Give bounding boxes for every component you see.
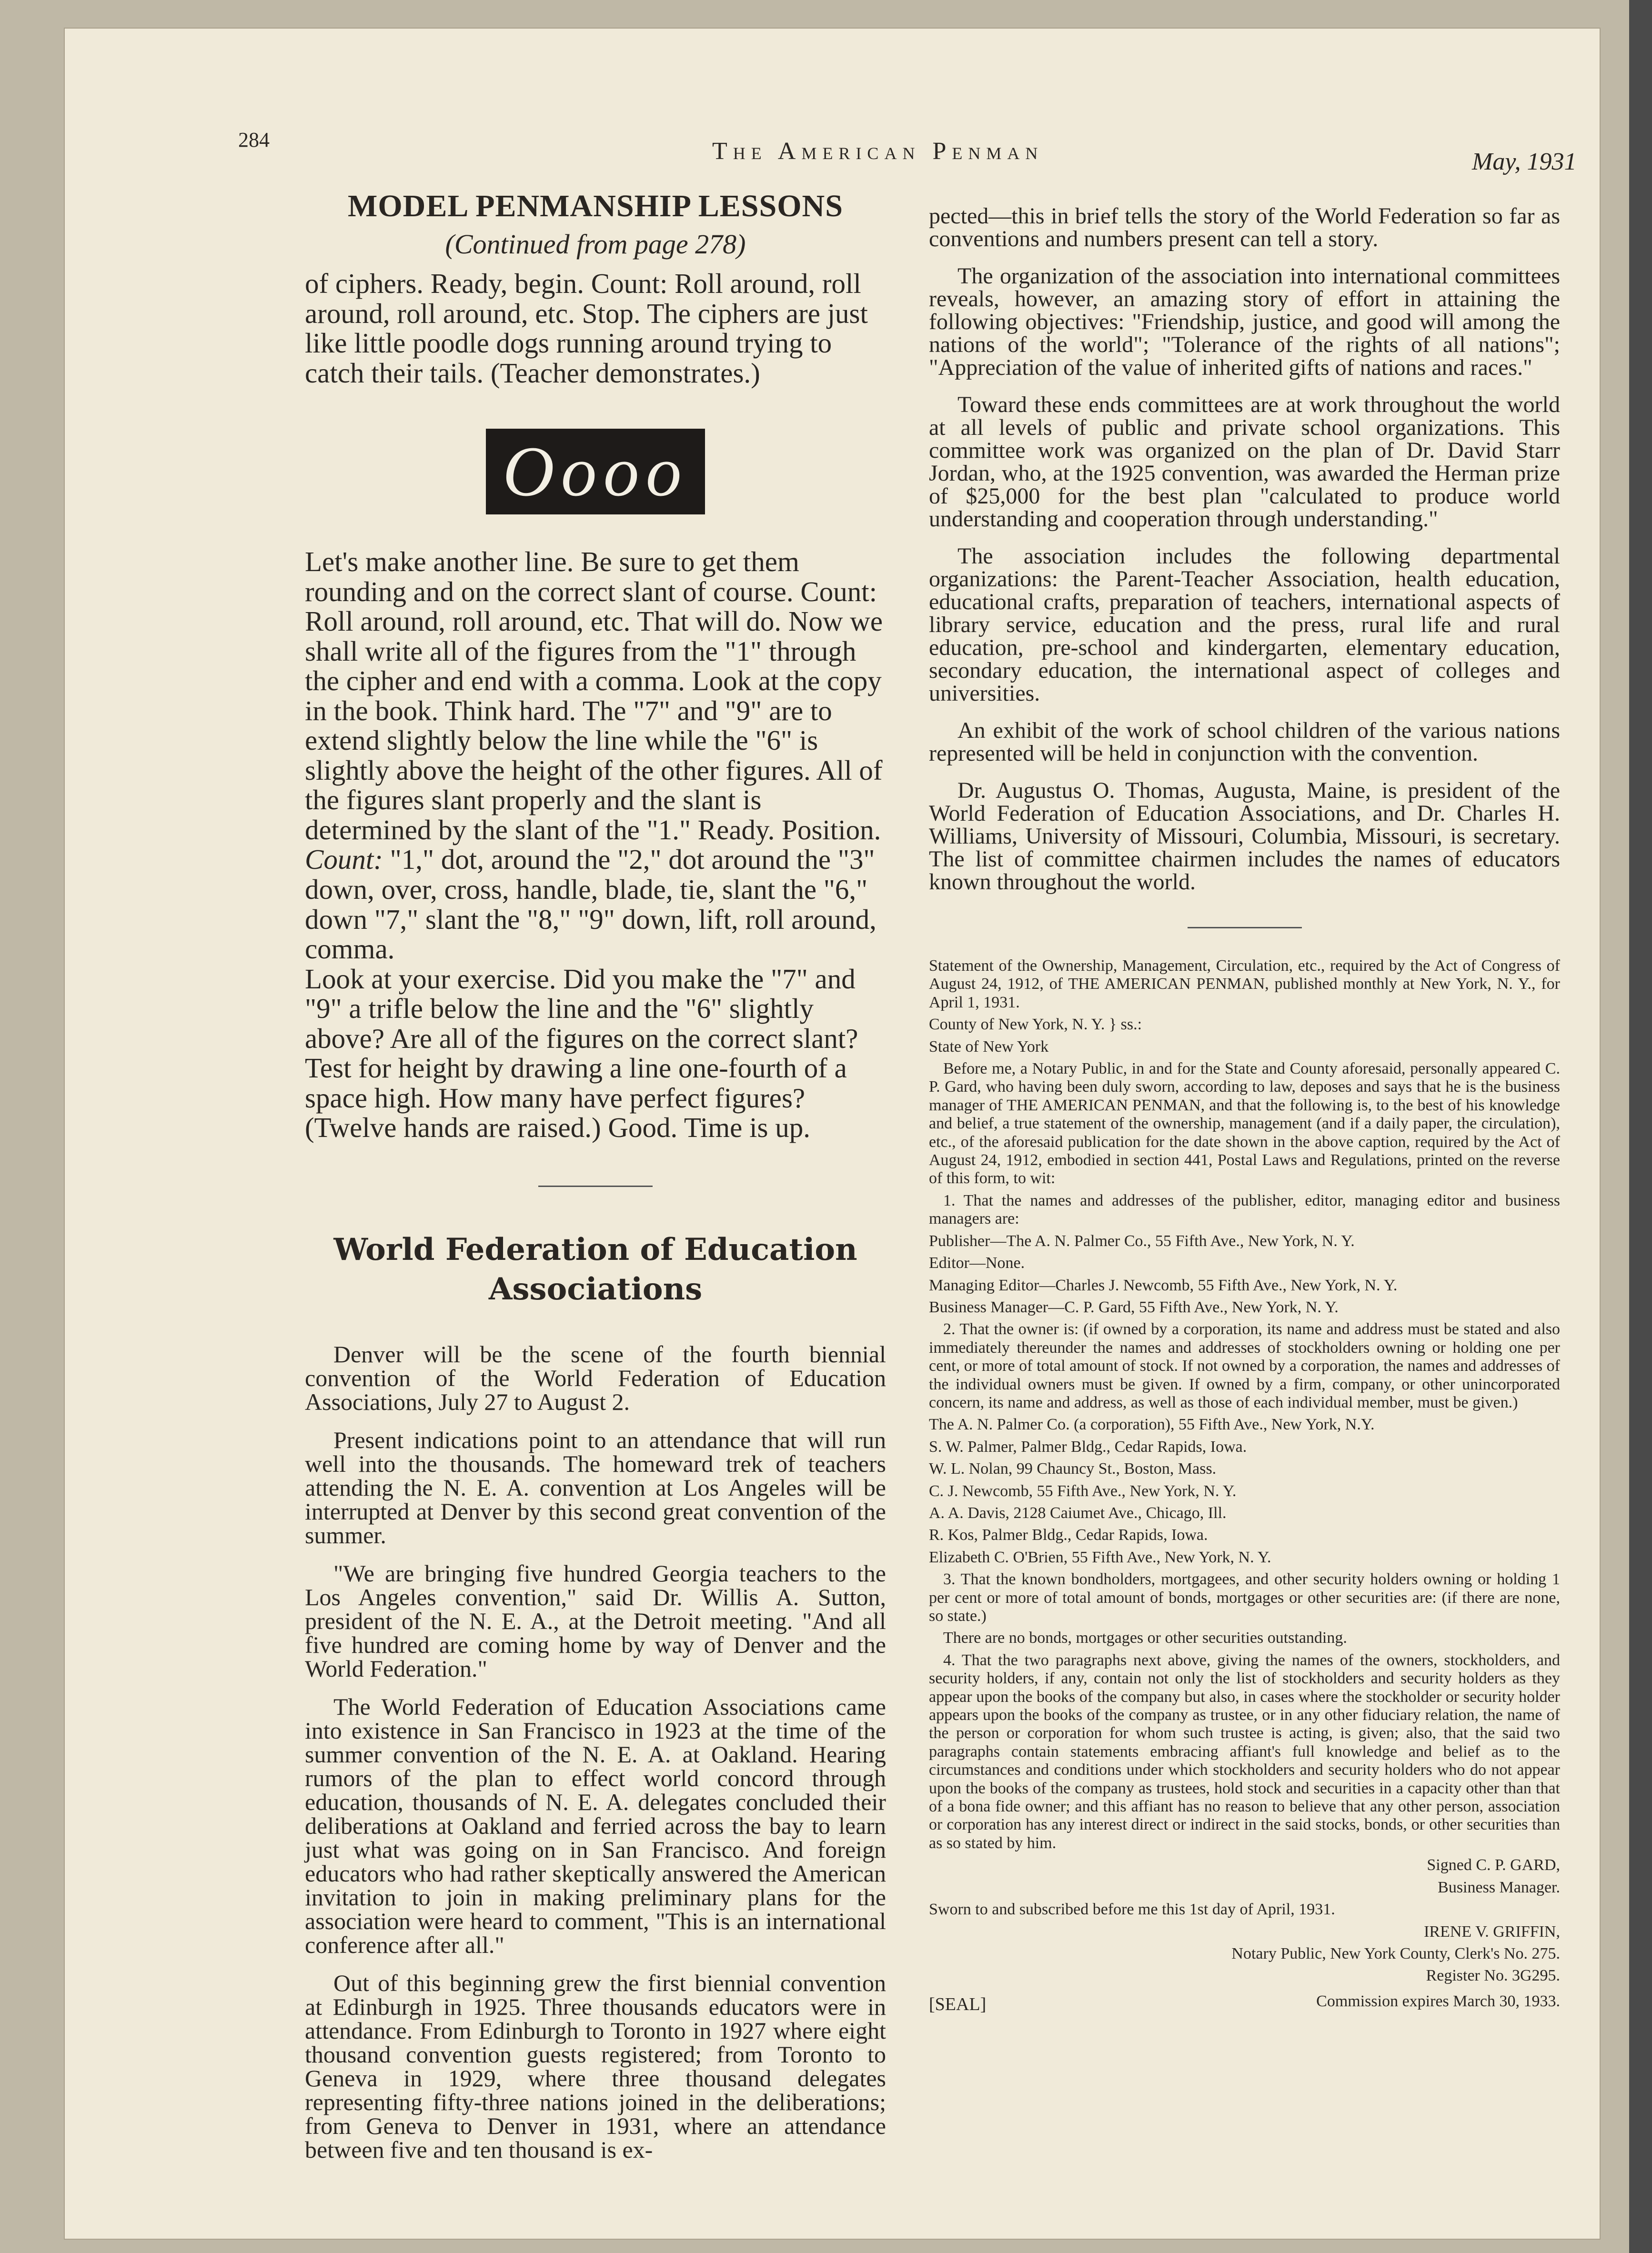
federation-paragraph: Present indications point to an attendance that will run well into the thousands. The homeward trek of teachers attending the N. E. A. convention at Los Angeles will be interrupted at Denver by this second great convention of the summer.: [305, 1427, 886, 1549]
notary-name: IRENE V. GRIFFIN,: [1424, 1922, 1560, 1941]
statement-line: There are no bonds, mortgages or other securities outstanding.: [943, 1629, 1347, 1647]
count-text: "1," dot, around the "2," dot around the "3" down, over, cross, handle, blade, tie, slant the "6," down "7," slant the "8," "9" down, lift, roll around, comma.: [305, 844, 876, 965]
lesson-paragraph-3: Look at your exercise. Did you make the "7" and "9" a trifle below the line and the "6" slightly above? Are all of the figures on the correct slant? Test for height by drawing a line one-fourth of a space high. How many have perfect figures? (Twelve hands are raised.) Good. Time is up.: [305, 963, 858, 1144]
lesson-paragraph-1: of ciphers. Ready, begin. Count: Roll around, roll around, roll around, etc. Stop. The ciphers are just like little poodle dogs running around trying to catch their tails. (Teacher demonstrates.): [305, 268, 868, 389]
section-divider: [1188, 927, 1302, 928]
statement-line: S. W. Palmer, Palmer Bldg., Cedar Rapids, Iowa.: [929, 1438, 1247, 1456]
statement-line: Managing Editor—Charles J. Newcomb, 55 Fifth Ave., New York, N. Y.: [929, 1276, 1398, 1294]
statement-line: A. A. Davis, 2128 Caiumet Ave., Chicago, Ill.: [929, 1504, 1227, 1522]
statement-line: County of New York, N. Y. } ss.:: [929, 1016, 1142, 1034]
section-divider: [538, 1186, 653, 1187]
statement-line: R. Kos, Palmer Bldg., Cedar Rapids, Iowa.: [929, 1526, 1208, 1544]
adjacent-page-edge: [1629, 0, 1652, 2253]
ownership-statement: [929, 957, 1560, 2015]
seal-label: [SEAL]: [929, 1994, 987, 2014]
cipher-small: ooo: [561, 432, 688, 512]
federation-continued-paragraph: An exhibit of the work of school children of the various nations represented will be held in conjunction with the convention.: [929, 718, 1560, 766]
notary-line: Notary Public, New York County, Clerk's No. 275.: [1231, 1944, 1560, 1962]
statement-line: Statement of the Ownership, Management, Circulation, etc., required by the Act of Congress of August 24, 1912, of THE AMERICAN PENMAN, published monthly at New York, N. Y., for April 1, 1931.: [929, 957, 1560, 1011]
statement-line: Publisher—The A. N. Palmer Co., 55 Fifth Ave., New York, N. Y.: [929, 1232, 1355, 1250]
count-instruction: [305, 845, 886, 964]
lesson-paragraph-2: Let's make another line. Be sure to get them rounding and on the correct slant of course. Count: Roll around, roll around, etc. That will do. Now we shall write all of the figures from the "1" through the cipher and end with a comma. Look at the copy in the book. Think hard. The "7" and "9" are to extend slightly below the line while the "6" is slightly above the height of the other figures. All of the figures slant properly and the slant is determined by the slant of the "1." Ready. Position.: [305, 546, 883, 845]
register-line: Register No. 3G295.: [1426, 1967, 1560, 1985]
federation-title: World Federation of Education Associations: [333, 1231, 857, 1307]
statement-line: Before me, a Notary Public, in and for the State and County aforesaid, personally appeared C. P. Gard, who having been duly sworn, according to law, deposes and says that he is the business manager of THE AMERICAN PENMAN, and that the following is, to the best of his knowledge and belief, a true statement of the ownership, management (and if a daily paper, the circulation), etc., of the aforesaid publication for the date shown in the above caption, required by the Act of August 24, 1912, embodied in section 441, Postal Laws and Regulations, printed on the reverse of this form, to wit:: [929, 1060, 1560, 1187]
federation-continued-paragraph: pected—this in brief tells the story of the World Federation so far as conventions and numbers present can tell a story.: [929, 203, 1560, 251]
page-number: 284: [238, 128, 270, 151]
federation-paragraph: Denver will be the scene of the fourth biennial convention of the World Federation of Education Associations, July 27 to August 2.: [305, 1341, 886, 1416]
commission-line: Commission expires March 30, 1933.: [1316, 1992, 1560, 2011]
continued-note: (Continued from page 278): [445, 229, 746, 260]
sworn-line: Sworn to and subscribed before me this 1st day of April, 1931.: [929, 1901, 1335, 1919]
federation-paragraph: The World Federation of Education Associations came into existence in San Francisco in 1923 at the time of the summer convention of the N. E. A. at Oakland. Hearing rumors of the plan to effect world concord through education, thousands of N. E. A. delegates concluded their deliberations at Oakland and ferried across the bay to learn just what was going on in San Francisco. And foreign educators who had rather skeptically answered the American invitation to join in making preliminary plans for the association were heard to comment, "This is an international conference after all.": [305, 1693, 886, 1959]
federation-paragraph: "We are bringing five hundred Georgia teachers to the Los Angeles convention," said Dr. Willis A. Sutton, president of the N. E. A., at the Detroit meeting. "And all five hundred are coming home by way of Denver and the World Federation.": [305, 1560, 886, 1682]
statement-line: State of New York: [929, 1037, 1049, 1056]
federation-continued-paragraph: Toward these ends committees are at work throughout the world at all levels of public and private school organizations. This committee work was organized on the plan of Dr. David Starr Jordan, who, at the 1925 convention, was awarded the Herman prize of $25,000 for the best plan "calculated to produce world understanding and cooperation through understanding.": [929, 392, 1560, 532]
federation-continued-paragraph: The association includes the following departmental organizations: the Parent-Teacher Association, health education, educational crafts, preparation of teachers, international aspects of library service, education and the press, rural life and rural education, pre-school and kindergarten, elementary education, secondary education, the international aspect of colleges and universities.: [929, 543, 1560, 706]
lesson-title: MODEL PENMANSHIP LESSONS: [348, 189, 843, 223]
federation-continued-paragraph: Dr. Augustus O. Thomas, Augusta, Maine, is president of the World Federation of Education Associations, and Dr. Charles H. Williams, University of Missouri, Columbia, Missouri, is secretary. The list of committee chairmen includes the names of educators known throughout the world.: [929, 778, 1560, 895]
statement-line: 2. That the owner is: (if owned by a corporation, its name and address must be stated and also immediately thereunder the names and addresses of stockholders owning or holding one per cent, or more of total amount of stock. If not owned by a corporation, the names and addresses of the individual owners must be given. If owned by a firm, company, or other unincorporated concern, its name and address, as well as those of each individual member, must be given.): [929, 1320, 1560, 1411]
signature-line: Signed C. P. GARD,: [1427, 1856, 1560, 1874]
count-label: Count:: [305, 844, 383, 875]
statement-line: 1. That the names and addresses of the publisher, editor, managing editor and business managers are:: [929, 1191, 1560, 1228]
federation-paragraph: Out of this beginning grew the first biennial convention at Edinburgh in 1925. Three thousands educators were in attendance. From Edinburgh to Toronto in 1927 where eight thousand convention guests registered; from Toronto to Geneva in 1929, where three thousand delegates representing fifty-three nations joined in the deliberations; from Geneva to Denver in 1931, where an attendance between five and ten thousand is ex-: [305, 1970, 886, 2163]
statement-line: 3. That the known bondholders, mortgagees, and other security holders owning or holding 1 per cent or more of total amount of bonds, mortgages or other securities are: (if there are none, so state.): [929, 1570, 1560, 1625]
statement-line: The A. N. Palmer Co. (a corporation), 55 Fifth Ave., New York, N.Y.: [929, 1416, 1375, 1434]
cipher-copy-image: [486, 429, 705, 514]
journal-title: The American Penman: [712, 138, 1044, 165]
statement-line: 4. That the two paragraphs next above, giving the names of the owners, stockholders, and security holders, if any, contain not only the list of stockholders and security holders as they appear upon the books of the company but also, in cases where the stockholder or security holder appears upon the books of the company as trustee, or in any other fiduciary relation, the name of the person or corporation for whom such trustee is acting, is given; also, that the said two paragraphs contain statements embracing affiant's full knowledge and belief as to the circumstances and conditions under which stockholders and security holders who do not appear upon the books of the company as trustees, hold stock and securities in a capacity other than that of a bona fide owner; and this affiant has no reason to believe that any other person, association or corporation has any interest direct or indirect in the said stocks, bonds, or other securities than as so stated by him.: [929, 1651, 1560, 1852]
statement-line: C. J. Newcomb, 55 Fifth Ave., New York, N. Y.: [929, 1482, 1237, 1500]
statement-line: Editor—None.: [929, 1254, 1025, 1272]
cipher-large: O: [503, 432, 561, 512]
statement-line: W. L. Nolan, 99 Chauncy St., Boston, Mass.: [929, 1460, 1217, 1478]
federation-continued-paragraph: The organization of the association into international committees reveals, however, an amazing story of effort in attaining the following objectives: "Friendship, justice, and good will among the nations of the world"; "Tolerance of the rights of all nations"; "Appreciation of the value of inherited gifts of nations and races.": [929, 263, 1560, 380]
right-column: [929, 205, 1560, 2015]
left-column: [305, 188, 886, 2176]
signature-title: Business Manager.: [1438, 1878, 1560, 1896]
issue-date: May, 1931: [1472, 148, 1577, 175]
statement-line: Business Manager—C. P. Gard, 55 Fifth Ave., New York, N. Y.: [929, 1298, 1339, 1316]
seal-row: [929, 1989, 1560, 2015]
statement-line: Elizabeth C. O'Brien, 55 Fifth Ave., New York, N. Y.: [929, 1548, 1271, 1566]
